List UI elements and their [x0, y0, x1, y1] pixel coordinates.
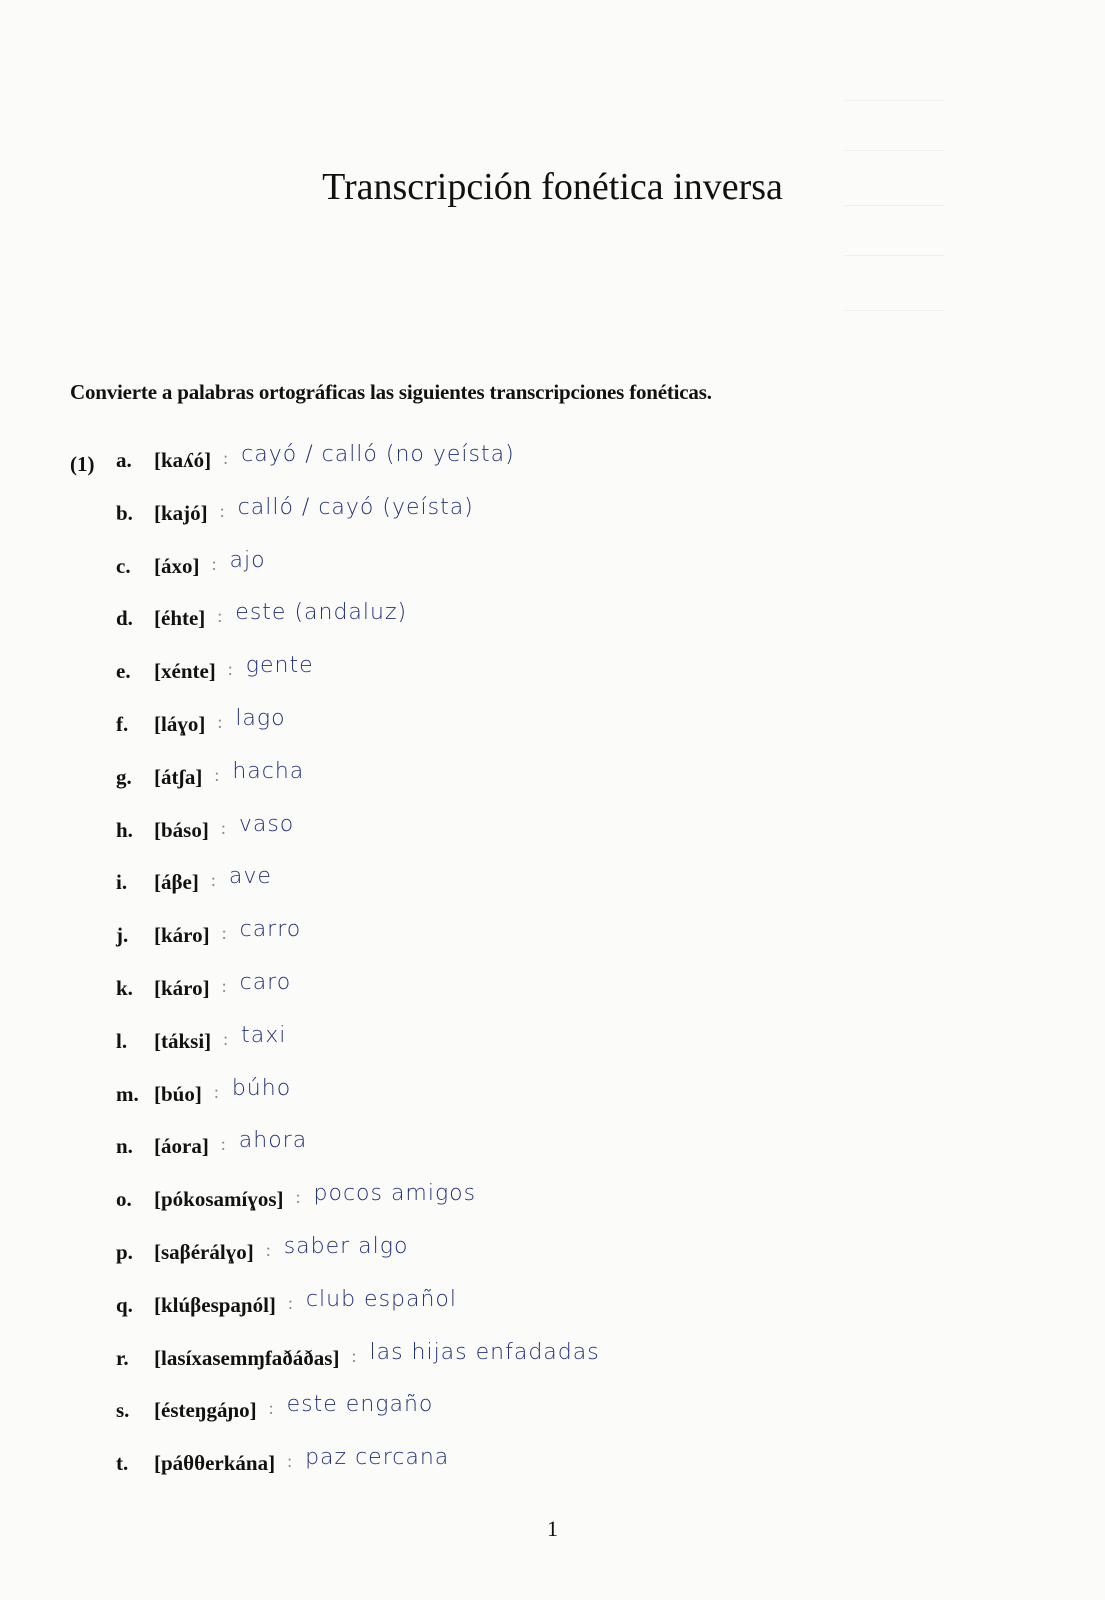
list-item [0, 911, 1105, 961]
item-letter: d. [116, 606, 133, 631]
item-letter: p. [116, 1240, 133, 1264]
item-letter: e. [116, 659, 131, 684]
phonetic-transcription: [xénte] [154, 659, 216, 684]
instruction-text: Convierte a palabras ortográficas las siguientes transcripciones fonéticas. [70, 380, 712, 404]
list-item [0, 1281, 1105, 1331]
separator-colon: : [268, 1398, 274, 1419]
list-item [0, 806, 1105, 856]
phonetic-transcription: [láɣo] [154, 712, 206, 736]
handwritten-answer: calló / cayó (yeísta) [237, 494, 474, 520]
separator-colon: : [220, 1134, 226, 1155]
separator-colon: : [221, 923, 227, 944]
item-letter: n. [116, 1134, 133, 1159]
separator-colon: : [217, 606, 223, 627]
separator-colon: : [287, 1451, 293, 1472]
list-item [0, 858, 1105, 908]
handwritten-answer: club español [305, 1286, 457, 1312]
list-item [0, 1439, 1105, 1489]
handwritten-answer: este (andaluz) [235, 600, 408, 626]
list-item [0, 1070, 1105, 1120]
handwritten-answer: cayó / calló (no yeísta) [241, 442, 515, 467]
separator-colon: : [287, 1292, 293, 1313]
list-item [0, 542, 1105, 592]
handwritten-answer: las hijas enfadadas [369, 1339, 600, 1365]
separator-colon: : [295, 1187, 301, 1208]
item-letter: l. [116, 1028, 128, 1053]
phonetic-transcription: [ésteŋgáɲo] [154, 1398, 257, 1423]
phonetic-transcription: [pókosamíɣos] [154, 1187, 284, 1212]
handwritten-answer: saber algo [283, 1234, 409, 1259]
separator-colon: : [220, 817, 226, 838]
item-letter: f. [116, 712, 129, 736]
handwritten-answer: este engaño [286, 1392, 434, 1418]
item-letter: k. [116, 976, 133, 1000]
item-letter: q. [116, 1292, 133, 1317]
handwritten-answer: lago [235, 706, 286, 731]
handwritten-answer: pocos amigos [313, 1181, 477, 1207]
list-item [0, 1334, 1105, 1384]
list-item [0, 489, 1105, 539]
item-letter: t. [116, 1451, 129, 1476]
list-item [0, 436, 1105, 486]
list-item [0, 964, 1105, 1014]
separator-colon: : [211, 553, 217, 574]
separator-colon: : [223, 448, 229, 468]
bleed-through-line [845, 140, 945, 151]
page-title: Transcripción fonética inversa [322, 166, 783, 208]
separator-colon: : [219, 500, 225, 521]
phonetic-transcription: [káro] [154, 976, 210, 1000]
handwritten-answer: vaso [238, 811, 295, 837]
phonetic-transcription: [kajó] [154, 500, 208, 525]
separator-colon: : [217, 712, 223, 732]
list-item [0, 1228, 1105, 1278]
item-letter: m. [116, 1081, 139, 1106]
handwritten-answer: búho [231, 1075, 292, 1101]
handwritten-answer: ajo [229, 547, 266, 573]
list-item [0, 594, 1105, 644]
phonetic-transcription: [átʃa] [154, 764, 203, 789]
phonetic-transcription: [táksi] [154, 1028, 212, 1053]
bleed-through-line [845, 300, 945, 311]
list-item [0, 647, 1105, 697]
handwritten-answer: gente [245, 653, 314, 679]
item-letter: g. [116, 764, 132, 789]
list-item [0, 1386, 1105, 1436]
handwritten-answer: paz cercana [305, 1445, 450, 1471]
phonetic-transcription: [áxo] [154, 553, 200, 578]
separator-colon: : [223, 1028, 229, 1049]
item-letter: b. [116, 500, 133, 525]
phonetic-transcription: [áora] [154, 1134, 209, 1159]
item-letter: s. [116, 1398, 130, 1423]
separator-colon: : [221, 976, 227, 996]
separator-colon: : [213, 1081, 219, 1102]
handwritten-answer: carro [239, 917, 302, 943]
handwritten-answer: ahora [238, 1128, 308, 1154]
separator-colon: : [214, 764, 220, 785]
item-letter: j. [116, 923, 129, 948]
phonetic-transcription: [klúβespaɲól] [154, 1292, 276, 1317]
phonetic-transcription: [búo] [154, 1081, 202, 1106]
list-item [0, 1122, 1105, 1172]
phonetic-transcription: [páθθerkána] [154, 1451, 276, 1476]
item-letter: h. [116, 817, 133, 842]
phonetic-transcription: [kaʎó] [154, 448, 212, 472]
phonetic-transcription: [áβe] [154, 870, 199, 895]
phonetic-transcription: [lasíxasemɱfaðáðas] [154, 1345, 340, 1370]
exercise-number: (1) [70, 452, 95, 476]
page-number: 1 [547, 1516, 558, 1541]
handwritten-answer: caro [239, 970, 292, 995]
list-item [0, 753, 1105, 803]
phonetic-transcription: [káro] [154, 923, 210, 948]
list-item [0, 1175, 1105, 1225]
bleed-through-line [845, 245, 945, 256]
separator-colon: : [351, 1345, 357, 1366]
item-letter: o. [116, 1187, 132, 1212]
item-letter: c. [116, 553, 131, 578]
handwritten-answer: taxi [241, 1022, 287, 1048]
phonetic-transcription: [báso] [154, 817, 209, 842]
handwritten-answer: hacha [232, 758, 305, 784]
handwritten-answer: ave [228, 864, 272, 890]
phonetic-transcription: [saβérálɣo] [154, 1240, 254, 1264]
phonetic-transcription: [éhte] [154, 606, 206, 631]
item-letter: r. [116, 1345, 129, 1370]
item-letter: i. [116, 870, 128, 895]
separator-colon: : [227, 659, 233, 680]
separator-colon: : [265, 1240, 271, 1260]
list-item [0, 700, 1105, 750]
item-letter: a. [116, 448, 132, 472]
list-item [0, 1017, 1105, 1067]
separator-colon: : [210, 870, 216, 891]
bleed-through-line [845, 90, 945, 101]
